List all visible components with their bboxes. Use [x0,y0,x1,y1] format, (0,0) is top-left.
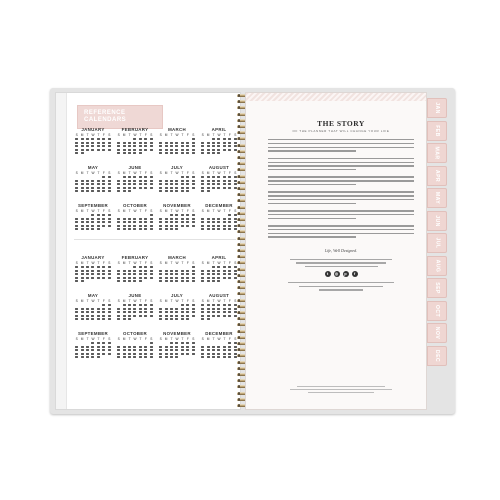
month-name: SEPTEMBER [77,331,109,336]
month-tab-may[interactable] [427,188,447,208]
weekday-header: S M T W T F S [117,133,153,137]
open-planner [50,88,455,414]
month-name: FEBRUARY [121,127,149,132]
month-name: MARCH [168,255,186,260]
weekday-header: S M T W T F S [117,299,153,303]
weekday-header: S M T W T F S [201,337,237,341]
month-tab-apr[interactable] [427,166,447,186]
month-tab-label: JUL [434,237,440,249]
month-name: NOVEMBER [163,331,191,336]
month-tab-aug[interactable] [427,256,447,276]
legal-footer [268,386,414,395]
month-name: MARCH [168,127,186,132]
share-text [268,282,414,290]
day-grid [74,176,112,192]
mini-month [74,127,112,154]
reference-calendar-year-2 [74,255,240,367]
day-grid [158,342,196,358]
weekday-header: S M T W T F S [201,209,237,213]
month-tab-label: MAY [433,191,440,205]
month-name: JUNE [128,293,142,298]
weekday-header: S M T W T F S [201,133,237,137]
month-name: AUGUST [208,293,230,298]
mini-month [158,331,196,358]
mini-month [116,293,154,320]
month-tab-feb[interactable] [427,121,447,141]
mini-month [74,165,112,192]
month-tab-label: JAN [433,102,440,114]
day-grid [74,214,112,230]
weekday-header: S M T W T F S [201,171,237,175]
month-name: DECEMBER [205,331,233,336]
month-tab-label: OCT [434,304,440,317]
weekday-header: S M T W T F S [159,209,195,213]
clear-cover-edge [56,93,67,409]
day-grid [74,342,112,358]
month-name: JANUARY [81,127,105,132]
month-tab-jan[interactable] [427,98,447,118]
month-tab-label: APR [434,169,440,182]
story-title: THE STORY [317,119,365,128]
story-paragraph [268,176,414,185]
weekday-header: S M T W T F S [75,133,111,137]
weekday-header: S M T W T F S [75,299,111,303]
day-grid [158,266,196,282]
mini-month [158,165,196,192]
mini-month [116,203,154,230]
month-name: APRIL [211,127,227,132]
month-name: MAY [87,293,99,298]
twitter-icon[interactable]: t [325,271,331,277]
weekday-header: S M T W T F S [159,171,195,175]
social-icons [268,271,414,277]
mini-month [158,255,196,282]
left-page [55,92,241,410]
month-name: SEPTEMBER [77,203,109,208]
weekday-header: S M T W T F S [201,299,237,303]
month-tab-label: DEC [434,349,440,362]
weekday-header: S M T W T F S [159,261,195,265]
day-grid [116,138,154,154]
weekday-header: S M T W T F S [75,337,111,341]
weekday-header: S M T W T F S [159,133,195,137]
weekday-header: S M T W T F S [117,261,153,265]
month-tab-dec[interactable] [427,346,447,366]
mini-month [116,255,154,282]
weekday-header: S M T W T F S [159,299,195,303]
day-grid [74,304,112,320]
day-grid [116,266,154,282]
weekday-header: S M T W T F S [117,209,153,213]
month-tab-oct[interactable] [427,301,447,321]
day-grid [158,176,196,192]
story-paragraph [268,225,414,238]
month-name: APRIL [211,255,227,260]
day-grid [74,266,112,282]
day-grid [116,304,154,320]
month-tab-label: NOV [433,326,440,340]
month-name: NOVEMBER [163,203,191,208]
weekday-header: S M T W T F S [75,261,111,265]
reference-tab-line-1: REFERENCE [84,110,126,116]
right-page [245,92,427,410]
story-paragraph [268,139,414,152]
month-name: JUNE [128,165,142,170]
mini-month [116,331,154,358]
mini-month [116,165,154,192]
month-name: JULY [170,293,184,298]
mini-month [116,127,154,154]
mini-month [158,203,196,230]
day-grid [74,138,112,154]
month-tab-label: FEB [433,124,440,137]
month-tab-jul[interactable] [427,233,447,253]
month-name: AUGUST [208,165,230,170]
facebook-icon[interactable]: f [352,271,358,277]
day-grid [158,304,196,320]
month-name: JULY [170,165,184,170]
day-grid [158,138,196,154]
mini-month [74,331,112,358]
month-name: DECEMBER [205,203,233,208]
mini-month [158,127,196,154]
signup-text [268,259,414,267]
month-tab-label: JUN [433,214,440,227]
mini-month [74,203,112,230]
pinterest-icon[interactable]: p [344,271,347,277]
page-divider [74,239,236,240]
story-signature: Life, Well Designed. [324,247,358,253]
reference-calendar-year-1 [74,127,240,239]
mini-month [158,293,196,320]
weekday-header: S M T W T F S [117,171,153,175]
month-tab-nov[interactable] [427,323,447,343]
weekday-header: S M T W T F S [117,337,153,341]
day-grid [116,176,154,192]
weekday-header: S M T W T F S [201,261,237,265]
story-paragraph [268,210,414,219]
mini-month [74,255,112,282]
mini-month [74,293,112,320]
month-tab-label: AUG [433,259,440,272]
instagram-icon[interactable]: ◎ [334,271,339,277]
weekday-header: S M T W T F S [159,337,195,341]
story-paragraph [268,158,414,171]
month-name: MAY [87,165,99,170]
day-grid [158,214,196,230]
month-tab-label: MAR [433,146,440,160]
weekday-header: S M T W T F S [75,171,111,175]
striped-top-band [246,93,426,101]
month-name: JANUARY [81,255,105,260]
reference-tab-line-2: CALENDARS [84,117,127,123]
month-name: OCTOBER [123,203,147,208]
month-tab-label: SEP [434,282,440,294]
day-grid [116,214,154,230]
reference-calendars-tab[interactable] [77,105,163,129]
day-grid [116,342,154,358]
weekday-header: S M T W T F S [75,209,111,213]
month-tab-jun[interactable] [427,211,447,231]
story-subtitle: OF THE PLANNER THAT WILL CHANGE YOUR LIFE [292,129,390,133]
month-name: OCTOBER [123,331,147,336]
story-paragraph [268,191,414,204]
story-section [268,119,414,293]
month-tab-sep[interactable] [427,278,447,298]
month-tab-mar[interactable] [427,143,447,163]
month-name: FEBRUARY [121,255,149,260]
